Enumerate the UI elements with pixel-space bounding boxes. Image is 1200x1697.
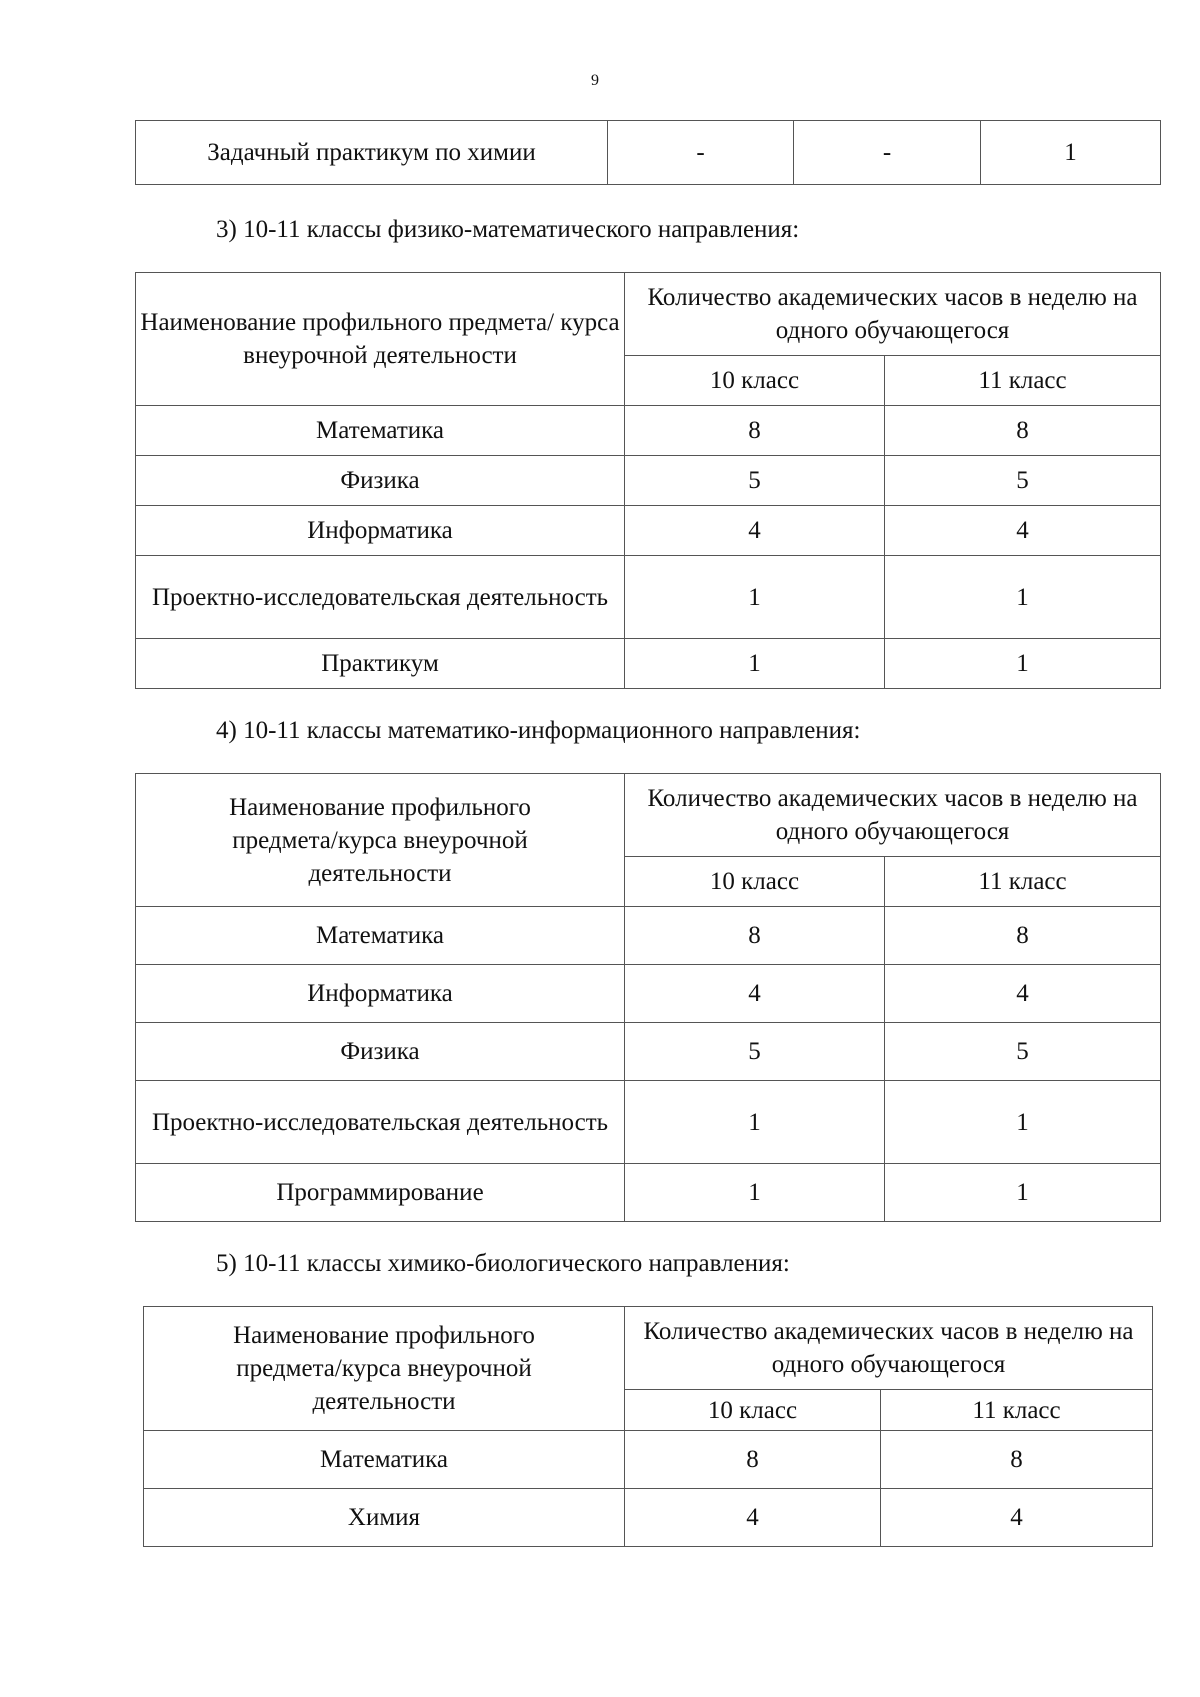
grade-10-header: 10 класс [625,1390,881,1431]
subject-cell: Математика [136,907,625,965]
table-row [136,556,1161,639]
value-cell: 8 [885,406,1161,456]
hours-header-cell: Количество академических часов в неделю на одного обучающегося [625,273,1161,356]
section-title-5: 5) 10-11 классы химико-биологического направления: [216,1250,790,1277]
grade-11-header: 11 класс [881,1390,1153,1431]
value-cell: 4 [881,1489,1153,1547]
value-cell: 5 [625,456,885,506]
value-cell: 1 [625,1164,885,1222]
value-cell: 1 [885,1164,1161,1222]
value-cell: 5 [625,1023,885,1081]
curriculum-table-5 [143,1306,1153,1547]
subject-cell: Проектно-исследовательская деятельность [136,556,625,639]
continuation-table [135,120,1161,185]
subject-header-cell: Наименование профильного предмета/курса внеурочной деятельности [144,1307,625,1431]
grade-11-header: 11 класс [885,356,1161,406]
table-row [136,639,1161,689]
subject-cell: Химия [144,1489,625,1547]
table-header-row [136,774,1161,857]
table-row [136,965,1161,1023]
value-cell: 1 [625,1081,885,1164]
value-cell: 1 [625,556,885,639]
table-row [144,1489,1153,1547]
subject-cell: Практикум [136,639,625,689]
value-cell: 4 [625,1489,881,1547]
hours-header-cell: Количество академических часов в неделю на одного обучающегося [625,774,1161,857]
value-cell: 4 [625,506,885,556]
value-cell: 5 [885,1023,1161,1081]
value-cell: 8 [881,1431,1153,1489]
grade-11-header: 11 класс [885,857,1161,907]
value-cell: 4 [625,965,885,1023]
value-cell: 8 [885,907,1161,965]
table-row [136,1164,1161,1222]
subject-header-cell: Наименование профильного предмета/курса внеурочной деятельности [136,774,625,907]
value-cell: - [794,121,981,185]
table-row [136,406,1161,456]
table-row [136,121,1161,185]
page-number: 9 [591,72,599,89]
value-cell: 1 [885,1081,1161,1164]
subject-cell: Физика [136,1023,625,1081]
hours-header-cell: Количество академических часов в неделю на одного обучающегося [625,1307,1153,1390]
subject-header-cell: Наименование профильного предмета/ курса внеурочной деятельности [136,273,625,406]
section-title-3: 3) 10-11 классы физико-математического направления: [216,216,800,243]
subject-cell: Информатика [136,506,625,556]
value-cell: 4 [885,506,1161,556]
section-title-4: 4) 10-11 классы математико-информационного направления: [216,717,861,744]
subject-cell: Информатика [136,965,625,1023]
curriculum-table-4 [135,773,1161,1222]
subject-cell: Физика [136,456,625,506]
subject-cell: Проектно-исследовательская деятельность [136,1081,625,1164]
value-cell: 8 [625,406,885,456]
value-cell: 1 [625,639,885,689]
table-row [136,907,1161,965]
subject-cell: Математика [136,406,625,456]
value-cell: 8 [625,1431,881,1489]
subject-cell: Математика [144,1431,625,1489]
value-cell: 1 [885,639,1161,689]
grade-10-header: 10 класс [625,356,885,406]
curriculum-table-3 [135,272,1161,689]
value-cell: 5 [885,456,1161,506]
table-row [136,506,1161,556]
value-cell: 1 [981,121,1161,185]
grade-10-header: 10 класс [625,857,885,907]
value-cell: 4 [885,965,1161,1023]
subject-cell: Программирование [136,1164,625,1222]
value-cell: 8 [625,907,885,965]
table-header-row [136,273,1161,356]
table-row [136,1081,1161,1164]
subject-cell: Задачный практикум по химии [136,121,608,185]
value-cell: 1 [885,556,1161,639]
table-header-row [144,1307,1153,1390]
table-row [136,456,1161,506]
table-row [144,1431,1153,1489]
value-cell: - [608,121,794,185]
table-row [136,1023,1161,1081]
